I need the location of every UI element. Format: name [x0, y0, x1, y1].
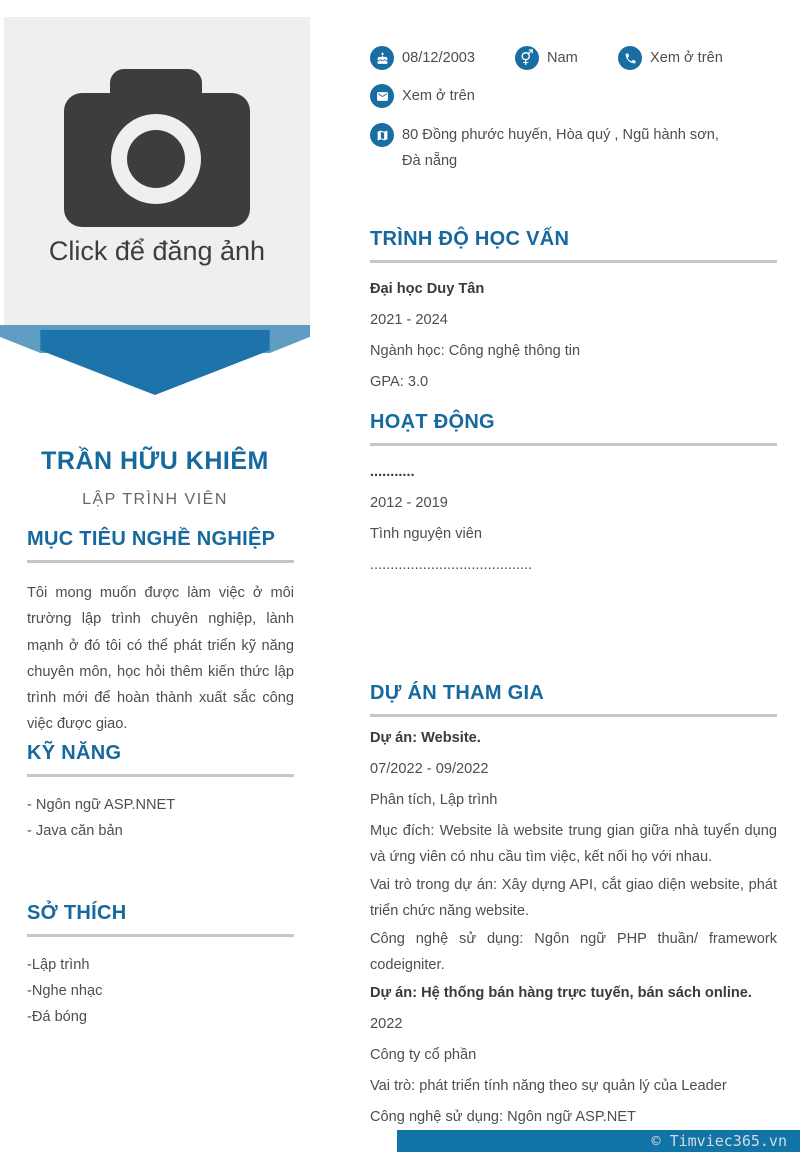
photo-upload-box[interactable] — [4, 17, 310, 325]
ribbon-chevron — [0, 325, 310, 395]
project2-tech: Công nghệ sử dụng: Ngôn ngữ ASP.NET — [370, 1109, 636, 1125]
map-icon — [370, 123, 394, 147]
section-activity — [370, 411, 777, 578]
camera-icon — [64, 67, 250, 227]
section-objective — [27, 528, 294, 738]
projects-heading: DỰ ÁN THAM GIA — [370, 682, 777, 717]
section-education — [370, 228, 777, 395]
activity-org: ........... — [370, 464, 415, 480]
activity-placeholder-dots: ........................................ — [370, 557, 533, 573]
address-value: 80 Đồng phước huyến, Hòa quý , Ngũ hành sơn, Đà nẵng — [402, 127, 719, 169]
sidebar — [0, 0, 310, 1157]
contact-row-3 — [370, 122, 777, 174]
gender-icon: ⚥ — [515, 46, 539, 70]
hobby-item: -Đá bóng — [27, 1009, 88, 1025]
contact-phone — [618, 46, 723, 70]
education-school: Đại học Duy Tân — [370, 281, 485, 297]
project1-duty: Vai trò trong dự án: Xây dựng API, cắt giao diện website, phát triển chức năng website. — [370, 877, 777, 919]
birthday-value: 08/12/2003 — [402, 50, 476, 66]
watermark-bar — [397, 1130, 800, 1152]
project2-period: 2022 — [370, 1016, 403, 1032]
section-projects — [370, 682, 777, 1130]
education-gpa: GPA: 3.0 — [370, 374, 429, 390]
email-value: Xem ở trên — [402, 88, 475, 104]
activity-heading: HOẠT ĐỘNG — [370, 411, 777, 446]
contact-email — [370, 84, 475, 108]
skill-item: - Ngôn ngữ ASP.NNET — [27, 797, 176, 813]
hobby-item: -Nghe nhạc — [27, 983, 103, 999]
main-column — [370, 46, 777, 1135]
project1-tech: Công nghệ sử dụng: Ngôn ngữ PHP thuần/ framework codeigniter. — [370, 931, 777, 973]
gender-value: Nam — [547, 50, 578, 66]
activity-period: 2012 - 2019 — [370, 495, 448, 511]
education-period: 2021 - 2024 — [370, 312, 448, 328]
project1-purpose: Mục đích: Website là website trung gian giữa nhà tuyển dụng và ứng viên có nhu cầu tìm việc, kết nối họ với nhau. — [370, 823, 777, 865]
activity-role: Tình nguyện viên — [370, 526, 482, 542]
project2-company: Công ty cổ phần — [370, 1047, 477, 1063]
phone-icon — [618, 46, 642, 70]
objective-heading: MỤC TIÊU NGHỀ NGHIỆP — [27, 528, 294, 563]
education-major: Ngành học: Công nghệ thông tin — [370, 343, 581, 359]
candidate-name: TRẦN HỮU KHIÊM — [41, 447, 269, 475]
contact-birthday — [370, 46, 515, 70]
objective-text: Tôi mong muốn được làm việc ở môi trường lập trình chuyên nghiệp, lành mạnh ở đó tôi có thể phát triển kỹ năng chuyên môn, học hỏi thêm kiến thức lập trình mới để hoàn thành xuất sắc công việc được giao. — [27, 585, 294, 733]
email-icon — [370, 84, 394, 108]
contact-row-1 — [370, 46, 777, 70]
section-skills — [27, 742, 294, 844]
education-heading: TRÌNH ĐỘ HỌC VẤN — [370, 228, 777, 263]
skills-heading: KỸ NĂNG — [27, 742, 294, 777]
photo-upload-label: Click để đăng ảnh — [48, 236, 266, 266]
phone-value: Xem ở trên — [650, 50, 723, 66]
watermark-text: © Timviec365.vn — [651, 1132, 787, 1150]
project2-duty: Vai trò: phát triển tính năng theo sự quản lý của Leader — [370, 1078, 727, 1094]
project1-role: Phân tích, Lập trình — [370, 792, 498, 808]
hobbies-heading: SỞ THÍCH — [27, 902, 294, 937]
project1-period: 07/2022 - 09/2022 — [370, 761, 489, 777]
project1-name: Dự án: Website. — [370, 730, 481, 746]
hobby-item: -Lập trình — [27, 957, 90, 973]
contact-row-2 — [370, 84, 777, 108]
project2-name: Dự án: Hệ thống bán hàng trực tuyến, bán sách online. — [370, 985, 752, 1001]
contact-address — [370, 122, 737, 174]
ribbon-banner — [0, 325, 310, 395]
skill-item: - Java căn bản — [27, 823, 123, 839]
birthday-cake-icon — [370, 46, 394, 70]
contact-gender — [515, 46, 618, 70]
candidate-job-title: LẬP TRÌNH VIÊN — [82, 491, 228, 508]
section-hobbies — [27, 902, 294, 1030]
